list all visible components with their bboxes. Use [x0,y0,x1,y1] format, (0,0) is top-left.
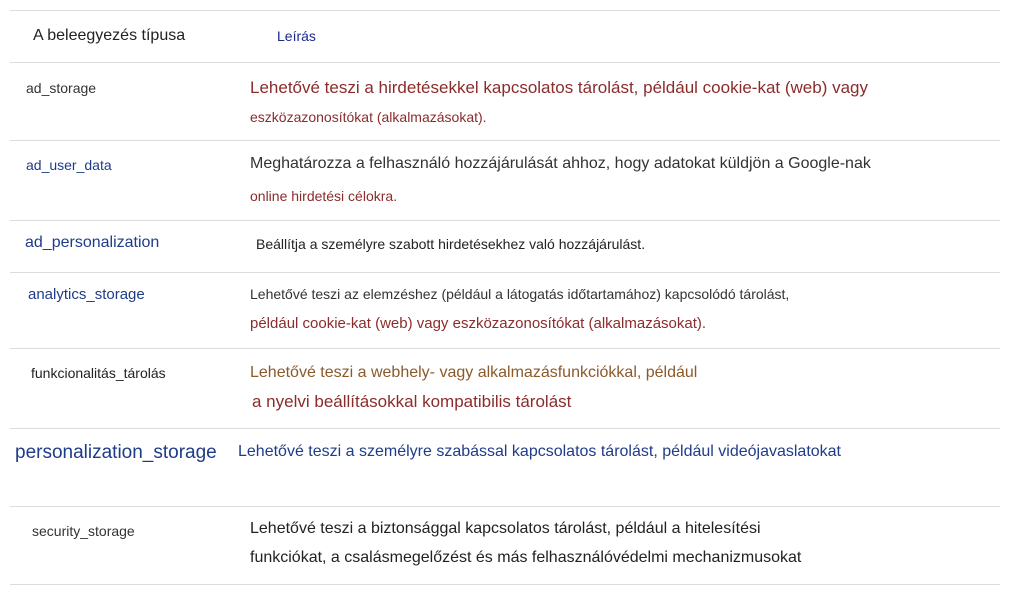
consent-type: analytics_storage [28,286,145,303]
consent-type: personalization_storage [15,442,217,463]
description-line: Beállítja a személyre szabott hirdetésekhez való hozzájárulást. [256,236,646,252]
row-divider [10,62,1000,63]
description-line: a nyelvi beállításokkal kompatibilis tárolást [252,392,572,411]
description-line: funkciókat, a csalásmegelőzést és más felhasználóvédelmi mechanizmusokat [250,549,802,566]
row-divider [10,348,1000,349]
row-divider [10,506,1000,507]
row-divider [10,220,1000,221]
description-line: eszközazonosítókat (alkalmazásokat). [250,109,487,125]
description-line: Lehetővé teszi a személyre szabással kapcsolatos tárolást, például videójavaslatokat [238,443,841,460]
header-description: Leírás [277,28,316,44]
description-line: Lehetővé teszi a hirdetésekkel kapcsolatos tárolást, például cookie-kat (web) vagy [250,78,869,97]
consent-type: ad_user_data [26,157,112,173]
description-line: online hirdetési célokra. [250,188,398,204]
description-line: Lehetővé teszi a biztonsággal kapcsolatos tárolást, például a hitelesítési [250,520,761,537]
row-divider [10,428,1000,429]
row-divider [10,272,1000,273]
consent-type: ad_personalization [25,234,160,251]
table-bottom-border [10,584,1000,585]
consent-type: security_storage [32,523,135,539]
description-line: Lehetővé teszi a webhely- vagy alkalmazásfunkciókkal, például [250,364,698,381]
header-type: A beleegyezés típusa [33,27,186,44]
description-line: például cookie-kat (web) vagy eszközazonosítókat (alkalmazásokat). [250,315,707,332]
table-top-border [10,10,1000,11]
consent-type: funkcionalitás_tárolás [31,365,166,381]
row-divider [10,140,1000,141]
consent-type: ad_storage [26,80,97,96]
description-line: Meghatározza a felhasználó hozzájárulását ahhoz, hogy adatokat küldjön a Google-nak [250,155,871,172]
description-line: Lehetővé teszi az elemzéshez (például a látogatás időtartamához) kapcsolódó tárolást, [250,286,790,302]
